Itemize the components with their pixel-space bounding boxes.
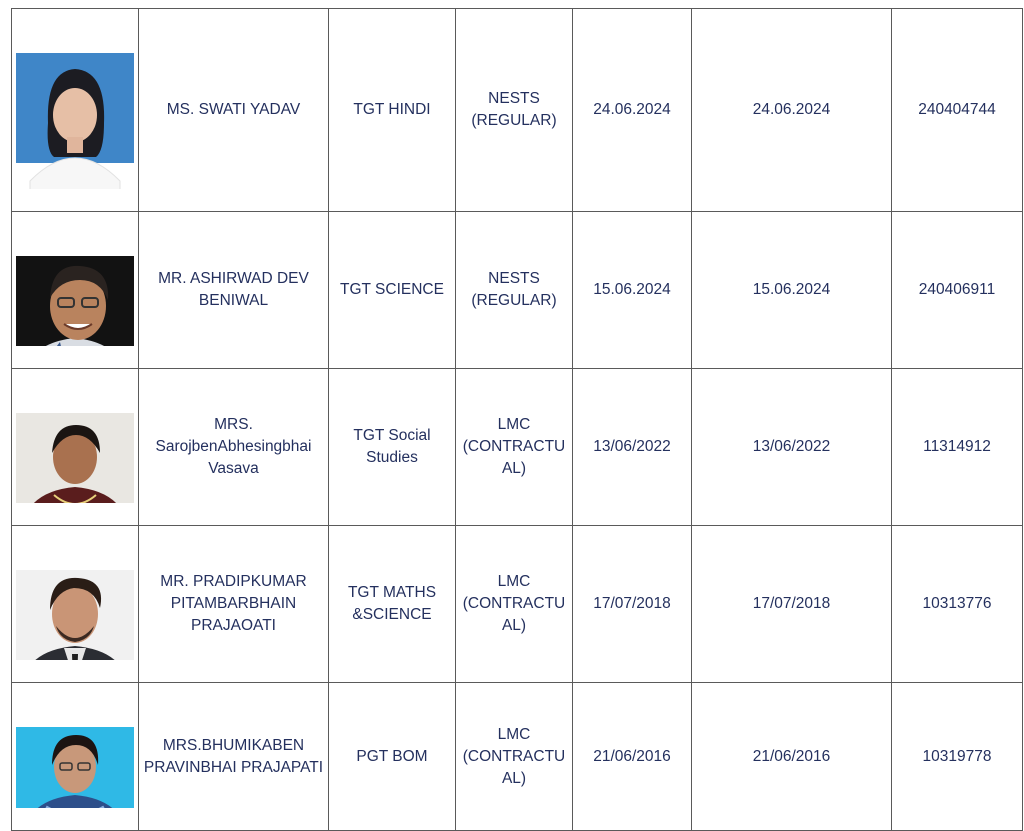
employee-id: 240406911	[892, 212, 1023, 369]
joining-date: 17/07/2018	[573, 526, 692, 683]
table-row	[12, 212, 1023, 369]
appointment-date: 17/07/2018	[692, 526, 892, 683]
photo-cell	[12, 369, 139, 526]
appointment-type: NESTS (REGULAR)	[456, 212, 573, 369]
table-row	[12, 683, 1023, 831]
teacher-name: MR. PRADIPKUMAR PITAMBARBHAIN PRAJAOATI	[139, 526, 329, 683]
appointment-date: 24.06.2024	[692, 9, 892, 212]
teacher-post: TGT SCIENCE	[329, 212, 456, 369]
joining-date: 24.06.2024	[573, 9, 692, 212]
appointment-date: 21/06/2016	[692, 683, 892, 831]
photo-cell	[12, 683, 139, 831]
appointment-date: 13/06/2022	[692, 369, 892, 526]
table-row	[12, 369, 1023, 526]
joining-date: 15.06.2024	[573, 212, 692, 369]
staff-table	[11, 8, 1023, 831]
table-row	[12, 526, 1023, 683]
teacher-name: MRS. SarojbenAbhesingbhai Vasava	[139, 369, 329, 526]
teacher-post: TGT Social Studies	[329, 369, 456, 526]
appointment-date: 15.06.2024	[692, 212, 892, 369]
teacher-post: TGT MATHS &SCIENCE	[329, 526, 456, 683]
teacher-photo	[16, 705, 134, 808]
teacher-photo	[16, 31, 134, 189]
joining-date: 13/06/2022	[573, 369, 692, 526]
teacher-post: PGT BOM	[329, 683, 456, 831]
table-row	[12, 9, 1023, 212]
employee-id: 240404744	[892, 9, 1023, 212]
appointment-type: LMC (CONTRACTU AL)	[456, 369, 573, 526]
appointment-type: NESTS (REGULAR)	[456, 9, 573, 212]
teacher-photo	[16, 548, 134, 660]
teacher-name: MR. ASHIRWAD DEV BENIWAL	[139, 212, 329, 369]
appointment-type: LMC (CONTRACTU AL)	[456, 683, 573, 831]
joining-date: 21/06/2016	[573, 683, 692, 831]
employee-id: 10313776	[892, 526, 1023, 683]
photo-cell	[12, 526, 139, 683]
photo-cell	[12, 212, 139, 369]
employee-id: 10319778	[892, 683, 1023, 831]
teacher-name: MRS.BHUMIKABEN PRAVINBHAI PRAJAPATI	[139, 683, 329, 831]
teacher-post: TGT HINDI	[329, 9, 456, 212]
appointment-type: LMC (CONTRACTU AL)	[456, 526, 573, 683]
teacher-photo	[16, 234, 134, 346]
teacher-photo	[16, 391, 134, 503]
employee-id: 11314912	[892, 369, 1023, 526]
photo-cell	[12, 9, 139, 212]
teacher-name: MS. SWATI YADAV	[139, 9, 329, 212]
